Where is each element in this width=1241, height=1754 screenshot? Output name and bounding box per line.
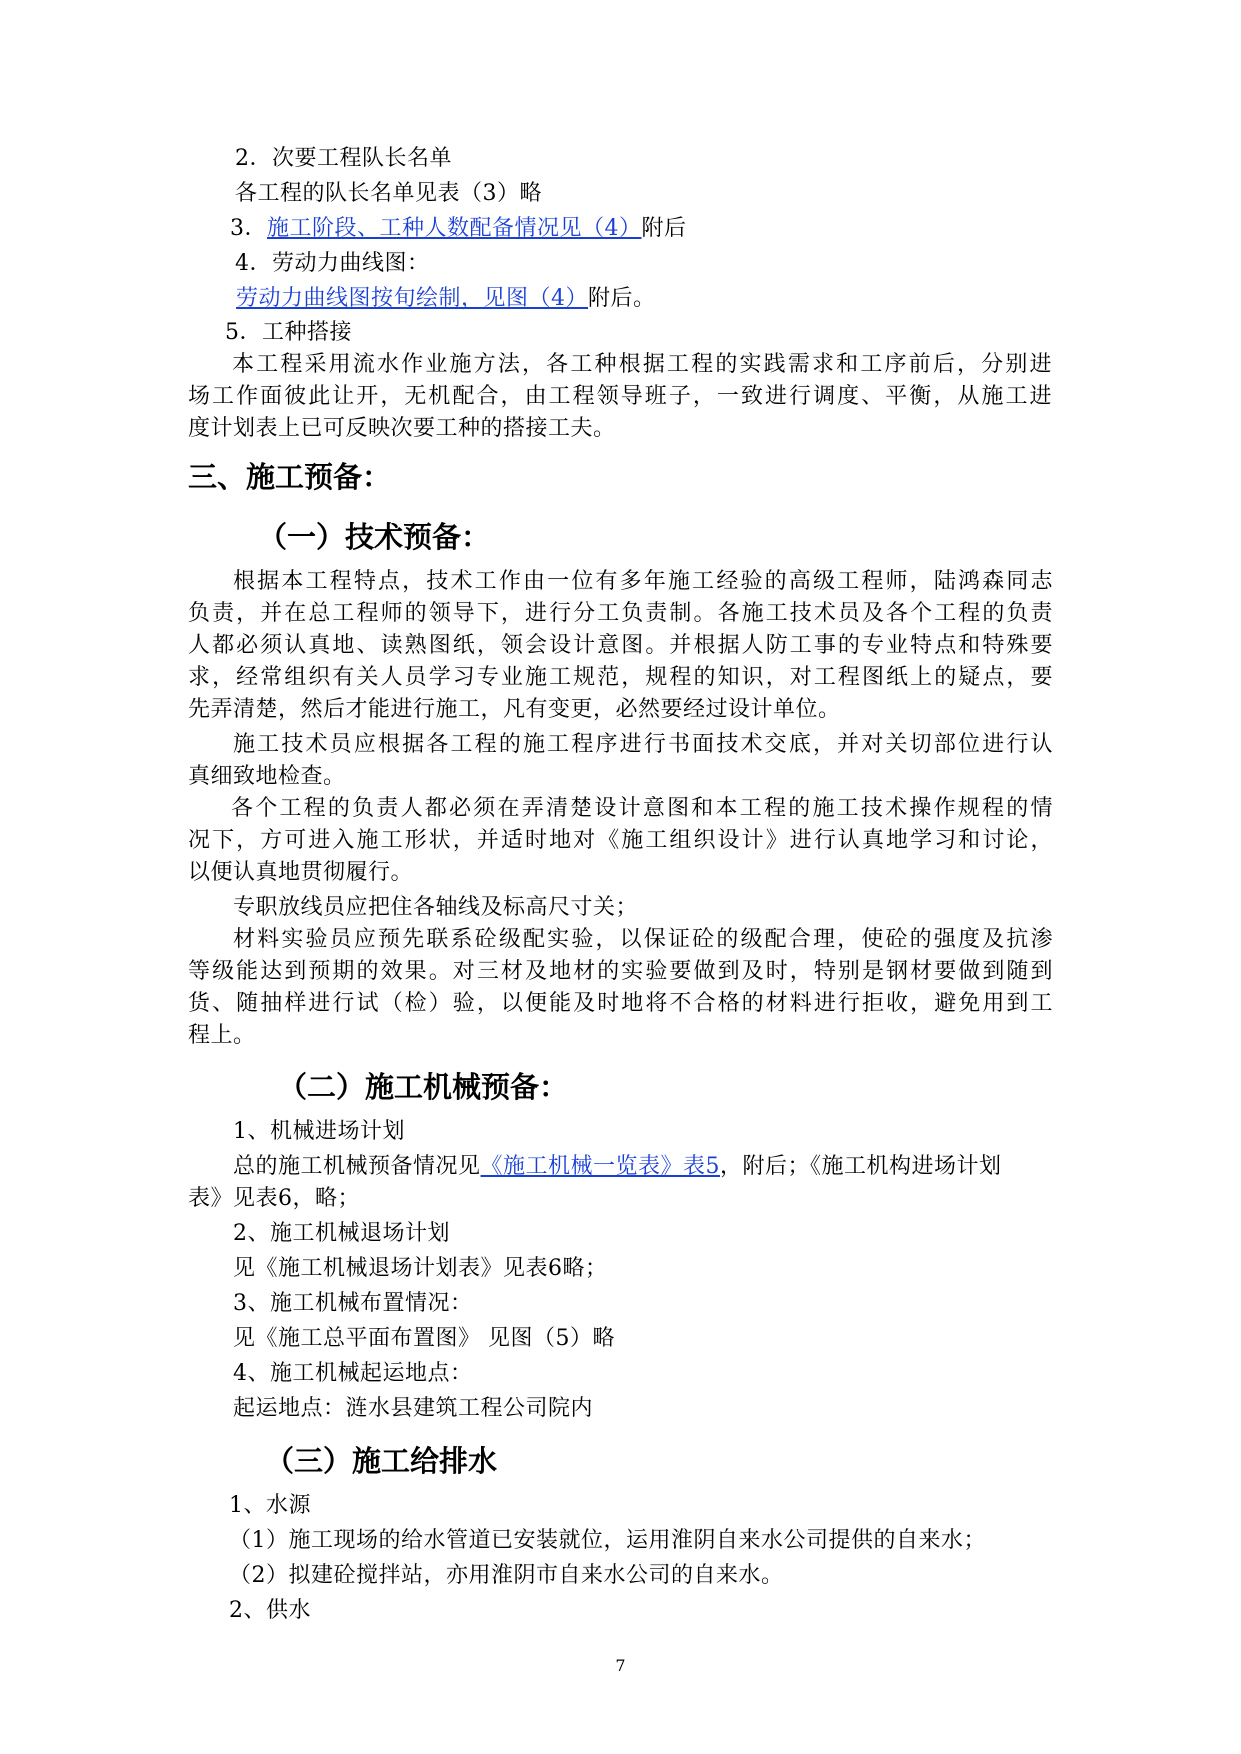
tech-p3-line: 以便认真地贯彻履行。 [188,860,414,885]
machinery-item-3-heading: 3、施工机械布置情况： [233,1291,473,1316]
machinery-prep-title: （二）施工机械预备： [278,1070,569,1104]
machinery-item-1-heading: 1、机械进场计划 [233,1119,405,1144]
item-3-suffix: 附后 [641,216,687,241]
machinery-item-1-line2: 表》见表6，略； [188,1186,360,1211]
tech-p5-line: 程上。 [188,1023,256,1048]
machinery-item-2-text: 见《施工机械退场计划表》见表6略； [233,1256,608,1281]
machinery-item-1-suffix: ，附后；《施工机构进场计划 [720,1154,1002,1179]
water-item-2-heading: 2、供水 [229,1598,311,1623]
item-3-line [230,214,687,244]
item-5-para-line: 本工程采用流水作业施方法，各工种根据工程的实践需求和工序前后，分别进 [232,352,1052,377]
item-2-text: 各工程的队长名单见表（3）略 [235,181,542,206]
tech-p2-line: 真细致地检查。 [188,764,346,789]
section-3-title: 三、施工预备： [188,460,392,494]
water-item-1-p2: （2）拟建砼搅拌站，亦用淮阴市自来水公司的自来水。 [229,1563,784,1588]
tech-p1-line: 先弄清楚，然后才能进行施工，凡有变更，必然要经过设计单位。 [188,697,841,722]
item-2-heading: 2．次要工程队长名单 [235,146,452,171]
item-5-para-line: 度计划表上已可反映次要工种的搭接工夫。 [188,416,616,441]
item-4-suffix: 附后。 [588,286,656,311]
water-item-1-p1: （1）施工现场的给水管道已安装就位，运用淮阴自来水公司提供的自来水； [229,1528,986,1553]
tech-p5-line: 货、随抽样进行试（检）验，以便能及时地将不合格的材料进行拒收，避免用到工 [188,991,1053,1016]
tech-p1-line: 人都必须认真地、读熟图纸，领会设计意图。并根据人防工事的专业特点和特殊要 [188,633,1053,658]
tech-p5-line: 等级能达到预期的效果。对三材及地材的实验要做到及时，特别是钢材要做到随到 [188,959,1053,984]
tech-p1-line: 负责，并在总工程师的领导下，进行分工负责制。各施工技术员及各个工程的负责 [188,601,1053,626]
tech-p1-line: 根据本工程特点，技术工作由一位有多年施工经验的高级工程师，陆鸿森同志 [233,569,1053,594]
tech-prep-title: （一）技术预备： [258,520,491,554]
item-5-heading: 5．工种搭接 [225,320,352,345]
machinery-item-3-text: 见《施工总平面布置图》 见图（5）略 [233,1326,615,1351]
machinery-item-1-line [233,1152,1002,1182]
page-number: 7 [615,1656,626,1675]
item-4-line [236,284,656,314]
machinery-item-1-prefix: 总的施工机械预备情况见 [233,1154,481,1179]
tech-p5-line: 材料实验员应预先联系砼级配实验，以保证砼的级配合理，使砼的强度及抗渗 [233,927,1053,952]
machinery-list-link[interactable]: 《施工机械一览表》表5 [480,1154,721,1179]
machinery-item-2-heading: 2、施工机械退场计划 [233,1221,450,1246]
water-supply-title: （三）施工给排水 [265,1444,498,1478]
tech-p4: 专职放线员应把住各轴线及标高尺寸关； [233,895,639,920]
tech-p1-line: 求，经常组织有关人员学习专业施工规范，规程的知识，对工程图纸上的疑点，要 [188,665,1053,690]
machinery-item-4-text: 起运地点：涟水县建筑工程公司院内 [233,1396,594,1421]
water-item-1-heading: 1、水源 [229,1493,311,1518]
item-3-link[interactable]: 施工阶段、工种人数配备情况见（4） [267,216,642,241]
tech-p3-line: 况下，方可进入施工形状，并适时地对《施工组织设计》进行认真地学习和讨论， [188,828,1053,853]
tech-p3-line: 各个工程的负责人都必须在弄清楚设计意图和本工程的施工技术操作规程的情 [231,796,1053,821]
item-3-prefix: 3． [230,216,267,241]
item-5-para-line: 场工作面彼此让开，无机配合，由工程领导班子，一致进行调度、平衡，从施工进 [188,384,1052,409]
tech-p2-line: 施工技术员应根据各工程的施工程序进行书面技术交底，并对关切部位进行认 [233,732,1053,757]
item-4-heading: 4．劳动力曲线图： [235,251,430,276]
machinery-item-4-heading: 4、施工机械起运地点： [233,1361,473,1386]
item-4-link[interactable]: 劳动力曲线图按旬绘制，见图（4） [236,286,588,311]
